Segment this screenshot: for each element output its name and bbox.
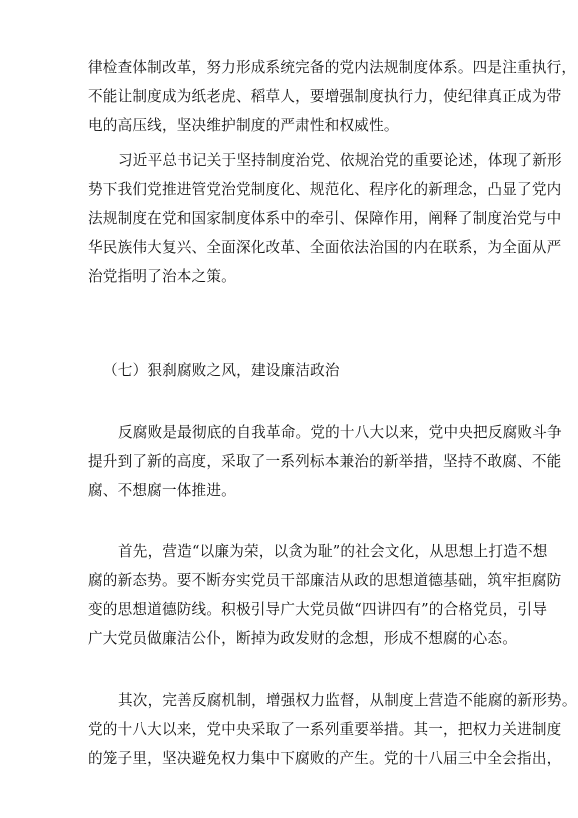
text-line: 治党指明了治本之策。 — [88, 268, 236, 285]
heading-text: （七）狠刹腐败之风，建设廉洁政治 — [103, 362, 340, 379]
text-line: 律检查体制改革，努力形成系统完备的党内法规制度体系。四是注重执行， — [88, 59, 577, 76]
text-line: 电的高压线，坚决维护制度的严肃性和权威性。 — [88, 117, 399, 134]
text-line: 法规制度在党和国家制度体系中的牵引、保障作用，阐释了制度治党与中 — [88, 210, 562, 227]
text-line: 习近平总书记关于坚持制度治党、依规治党的重要论述，体现了新形 — [118, 152, 562, 169]
text-line: 党的十八大以来，党中央采取了一系列重要举措。其一，把权力关进制度 — [88, 721, 562, 738]
paragraph-2 — [88, 146, 562, 291]
text-line: 变的思想道德防线。积极引导广大党员做“四讲四有”的合格党员，引导 — [88, 601, 548, 618]
paragraph-4 — [88, 418, 562, 505]
text-line: 腐、不想腐一体推进。 — [88, 482, 236, 499]
section-heading — [103, 356, 498, 385]
paragraph-5 — [88, 537, 562, 653]
text-line: 反腐败是最彻底的自我革命。党的十八大以来，党中央把反腐败斗争 — [118, 424, 562, 441]
paragraph-1 — [88, 53, 577, 140]
text-line: 不能让制度成为纸老虎、稻草人，要增强制度执行力，使纪律真正成为带 — [88, 88, 562, 105]
text-line: 其次，完善反腐机制，增强权力监督，从制度上营造不能腐的新形势。 — [118, 692, 577, 709]
paragraph-6 — [88, 686, 577, 773]
text-line: 提升到了新的高度，采取了一系列标本兼治的新举措，坚持不敢腐、不能 — [88, 453, 562, 470]
text-line: 势下我们党推进管党治党制度化、规范化、程序化的新理念，凸显了党内 — [88, 181, 562, 198]
text-line: 广大党员做廉洁公仆，断掉为政发财的念想，形成不想腐的心态。 — [88, 630, 518, 647]
text-line: 腐的新态势。要不断夯实党员干部廉洁从政的思想道德基础，筑牢拒腐防 — [88, 572, 562, 589]
text-line: 华民族伟大复兴、全面深化改革、全面依法治国的内在联系，为全面从严 — [88, 239, 562, 256]
text-line: 的笼子里，坚决避免权力集中下腐败的产生。党的十八届三中全会指出， — [88, 750, 562, 767]
text-line: 首先，营造“以廉为荣，以贪为耻”的社会文化，从思想上打造不想 — [118, 543, 548, 560]
